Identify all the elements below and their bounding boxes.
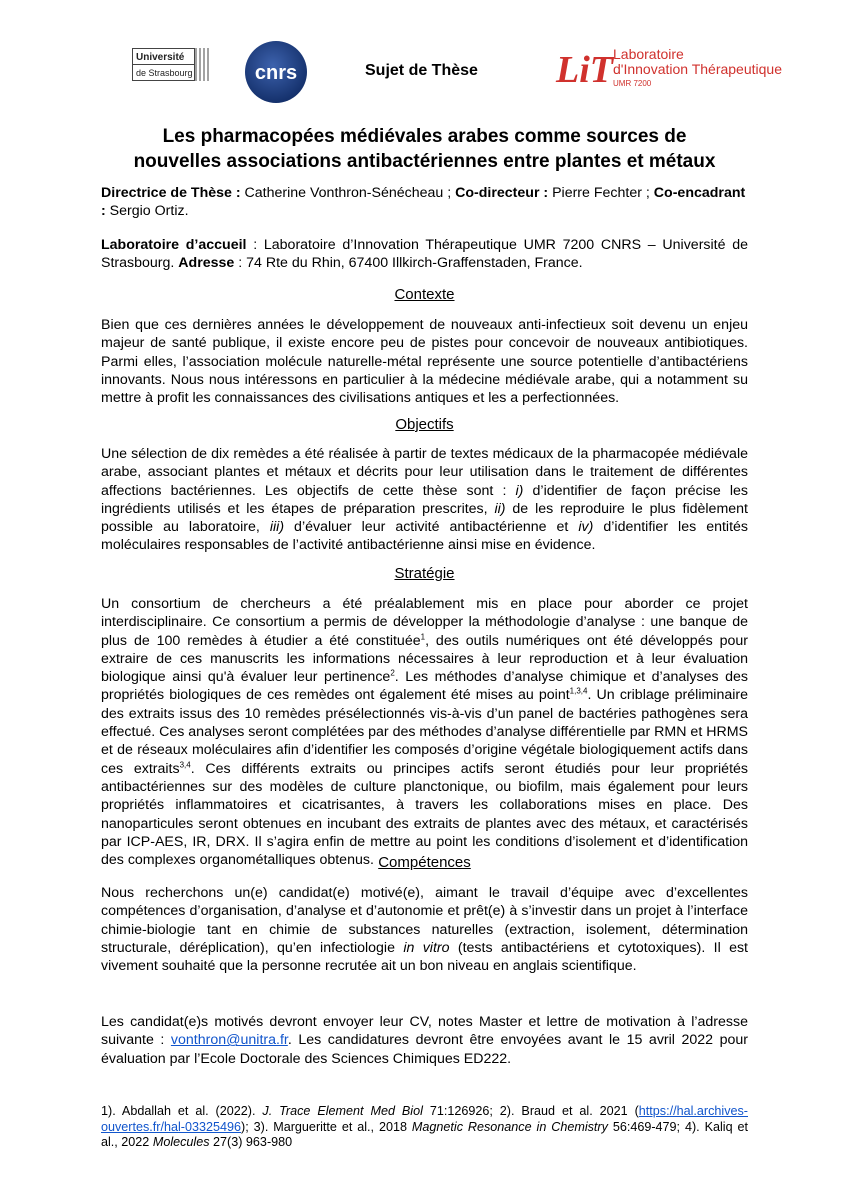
svg-text:UMR 7200: UMR 7200 bbox=[613, 79, 652, 88]
svg-text:de Strasbourg: de Strasbourg bbox=[136, 68, 193, 78]
address-text: : 74 Rte du Rhin, 67400 Illkirch-Graffenstaden, France. bbox=[234, 255, 583, 272]
journal-name: Molecules bbox=[152, 1135, 210, 1149]
journal-name: J. Trace Element Med Biol bbox=[262, 1104, 423, 1118]
document-type-label: Sujet de Thèse bbox=[365, 62, 478, 79]
objectifs-paragraph bbox=[101, 445, 748, 555]
competences-paragraph bbox=[101, 884, 748, 975]
objective-marker: ii) bbox=[494, 500, 506, 517]
cosupervisor-name: Sergio Ortiz. bbox=[105, 203, 189, 220]
svg-text:LiT: LiT bbox=[556, 49, 613, 91]
section-heading-contexte: Contexte bbox=[394, 286, 455, 303]
svg-text:d'Innovation Thérapeutique: d'Innovation Thérapeutique bbox=[613, 61, 782, 77]
section-heading-objectifs: Objectifs bbox=[395, 416, 454, 433]
references-footnote bbox=[101, 1104, 748, 1151]
strategie-paragraph bbox=[101, 595, 748, 869]
application-text: . Les candidatures devront être envoyées avant le 15 avril 2022 pour évaluation par l’Ecole Doctorale des Sciences Chimiques ED222. bbox=[101, 1032, 749, 1067]
objective-marker: iv) bbox=[578, 519, 594, 536]
svg-text:Université: Université bbox=[136, 52, 185, 63]
hal-reference-link[interactable]: https://hal.archives-ouvertes.fr/hal-03325496 bbox=[101, 1104, 748, 1134]
citation-superscript: 3,4 bbox=[179, 759, 191, 769]
thesis-title-line-1: Les pharmacopées médiévales arabes comme sources de bbox=[162, 126, 687, 147]
host-lab-text: : Laboratoire d’Innovation Thérapeutique UMR 7200 CNRS – Université de Strasbourg. bbox=[101, 237, 748, 272]
reference-text: 27(3) 963-980 bbox=[209, 1135, 293, 1149]
strategie-text: . Les méthodes d’analyse chimique et d’analyses des propriétés biologiques de ces remèdes ont également été mises au point bbox=[101, 669, 749, 704]
reference-text: 71:126926; 2). Braud et al. 2021 ( bbox=[422, 1104, 639, 1118]
thesis-title bbox=[60, 124, 789, 174]
svg-text:cnrs: cnrs bbox=[254, 62, 298, 84]
codirector-label: Co-directeur : bbox=[455, 185, 549, 201]
objectifs-text: Une sélection de dix remèdes a été réalisée à partir de textes médicaux de la pharmacopée médiévale arabe, associant plantes et métaux et décrits pour leur utilisation dans le traitement de différentes affections bactériennes. Les objectifs de cette thèse sont : bbox=[101, 446, 748, 499]
objective-marker: iii) bbox=[269, 519, 285, 536]
address-label: Adresse bbox=[178, 255, 235, 272]
application-text: Les candidat(e)s motivés devront envoyer leur CV, notes Master et lettre de motivation à l’adresse suivante : bbox=[101, 1014, 748, 1049]
citation-superscript: 2 bbox=[390, 668, 395, 678]
competences-italic: in vitro bbox=[403, 939, 450, 956]
strategie-text: . Ces différents extraits ou principes actifs seront étudiés pour leur propriétés antibactériennes sur des modèles de culture planctonique, ou biofilm, mais également pour leurs propriétés inflammatoires et cicatrisantes, à travers les collaborations mises en place. Des nanoparticules seront obtenues en incubant des extraits de plantes avec des métaux, et caractérisés par ICP-AES, IR, DRX. Il s’agira enfin de mettre au point les conditions d’isolement et d’identification des complexes organométalliques obtenus. bbox=[101, 760, 748, 869]
objectifs-text: d’identifier de façon précise les ingrédients utilisés et les étapes de préparation prescrites, bbox=[101, 482, 748, 517]
host-laboratory-paragraph bbox=[101, 236, 748, 273]
application-paragraph bbox=[101, 1013, 748, 1068]
director-label: Directrice de Thèse : bbox=[101, 185, 241, 201]
journal-name: Magnetic Resonance in Chemistry bbox=[411, 1119, 608, 1134]
competences-text: Nous recherchons un(e) candidat(e) motivé(e), aimant le travail d’équipe avec d’excellentes compétences d’organisation, d’analyse et d’autonomie et prêt(e) à s’investir dans un projet à l’interface chimie-biologie tant en chimie de substances naturelles (extraction, isolement, détermination structurale, déréplication), qu’en infectiologie bbox=[101, 885, 748, 956]
reference-text: ); 3). Margueritte et al., 2018 bbox=[241, 1119, 412, 1134]
citation-superscript: 1 bbox=[420, 631, 426, 641]
supervision-paragraph bbox=[101, 184, 748, 221]
director-name: Catherine Vonthron-Sénécheau ; bbox=[240, 185, 456, 201]
citation-superscript: 1,3,4 bbox=[569, 686, 588, 696]
universite-strasbourg-logo bbox=[132, 46, 212, 86]
reference-text: 1). Abdallah et al. (2022). bbox=[101, 1104, 263, 1118]
thesis-title-line-2: nouvelles associations antibactériennes entre plantes et métaux bbox=[133, 151, 716, 172]
host-lab-label: Laboratoire d’accueil bbox=[101, 237, 247, 253]
codirector-name: Pierre Fechter ; bbox=[548, 185, 654, 201]
contexte-paragraph: Bien que ces dernières années le développement de nouveaux anti-infectieux soit devenu un enjeu majeur de santé publique, il existe encore peu de pistes pour concevoir de nouveaux antibiotiques. Parmi elles, l’association molécule naturelle-métal représente une source potentielle d’antibactériens innovants. Nous nous intéressons en particulier à la médecine médiévale arabe, qui a notamment su mettre à profit les connaissances des civilisations antiques et les a perfectionnées. bbox=[101, 317, 748, 407]
svg-text:Laboratoire: Laboratoire bbox=[613, 46, 684, 62]
cosupervisor-label: Co-encadrant : bbox=[101, 185, 746, 220]
strategie-text: . Un criblage préliminaire des extraits issus des 10 remèdes présélectionnés vis-à-vis d’un panel de bactéries pathogènes sera effectué. Ces analyses seront complétées par des méthodes d’analyse différentielle par RMN et HRMS et de réseaux moléculaires afin d’identifier les composés d’origine végétale biologiquement actifs dans ces extraits bbox=[101, 687, 748, 777]
objective-marker: i) bbox=[515, 482, 524, 499]
strategie-text: Un consortium de chercheurs a été préalablement mis en place pour aborder ce projet interdisciplinaire. Ce consortium a permis de développer la méthodologie d’analyse : une banque de plus de 100 remèdes à étudier a été constituée bbox=[101, 596, 748, 649]
objectifs-text: de les reproduire le plus fidèlement possible au laboratoire, bbox=[101, 500, 748, 536]
contact-email-link[interactable]: vonthron@unitra.fr bbox=[170, 1032, 288, 1049]
objectifs-text: d’évaluer leur activité antibactérienne et bbox=[284, 519, 579, 536]
lit-laboratory-logo bbox=[556, 42, 782, 92]
competences-text: (tests antibactériens et cytotoxiques). Il est vivement souhaité que la personne recrutée ait un bon niveau en anglais scientifique. bbox=[101, 939, 749, 975]
section-heading-competences: Compétences bbox=[378, 854, 471, 871]
section-heading-strategie: Stratégie bbox=[394, 565, 455, 582]
cnrs-logo bbox=[244, 40, 308, 104]
objectifs-text: d’identifier les entités moléculaires responsables de l’activité antibactérienne ainsi mise en évidence. bbox=[101, 519, 749, 554]
strategie-text: , des outils numériques ont été développés pour extraire de ces manuscrits les informations nécessaires à leur reproduction et à leur évaluation biologique ainsi qu'à évaluer leur pertinence bbox=[101, 632, 748, 686]
reference-text: 56:469-479; 4). Kaliq et al., 2022 bbox=[101, 1119, 748, 1149]
